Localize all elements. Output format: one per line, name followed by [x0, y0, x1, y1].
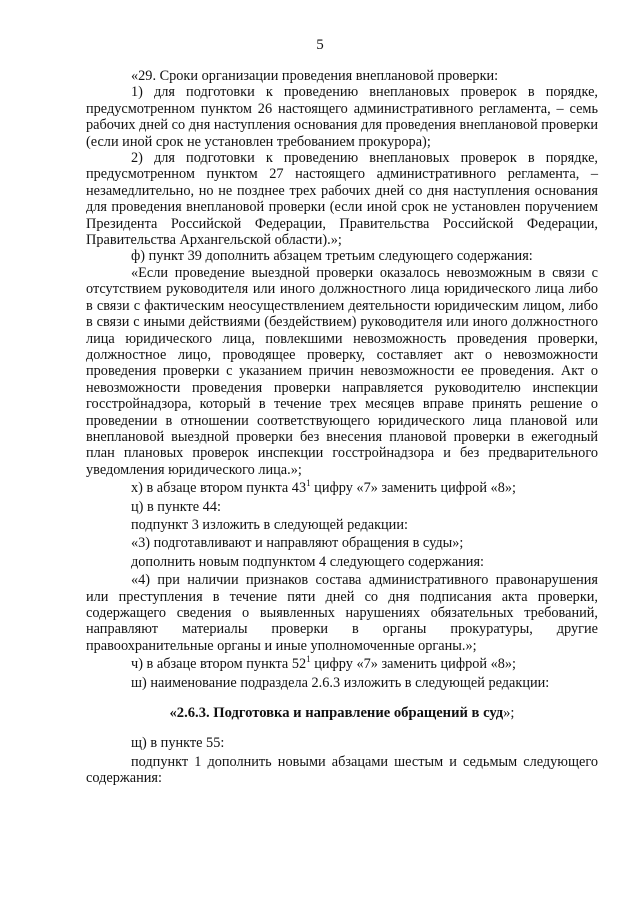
item-kh-before: х) в абзаце втором пункта 43: [131, 480, 307, 497]
paragraph-item-f-text: «Если проведение выездной проверки оказалось невозможным в связи с отсутствием руководителя или иного должностного лица юридического лица либо в связи с фактическим неосуществлением деятельности юридическим лицом, либо в связи с иными действиями (бездействием) руководителя или иного должностного лица юридического лица, повлекшими невозможность проведения проверки, должностное лицо, проводящее проверку, составляет акт о невозможности проведения проверки с указанием причин невозможности ее проведения. Акт о невозможности проведения проверки направляется руководителю инспекции госстройнадзора, который в течение трех месяцев вправе принять решение о проведении в отношении соответствующего юридического лица плановой или внеплановой выездной проверки без внесения плановой проверки в ежегодный план плановых проверок инспекции госстройнадзора и без предварительного уведомления юридического лица.»;: [86, 264, 598, 478]
item-ch-sup: 1: [306, 654, 311, 665]
section-heading-suffix: »;: [503, 705, 515, 722]
paragraph-subitem-4: «4) при наличии признаков состава административного правонарушения или преступления в течение пяти дней со дня подписания акта проверки, содержащего сведения о выявленных нарушениях обязательных требований, направляют материалы проверки в органы прокуратуры, другие правоохранительные органы и иные уполномоченные органы.»;: [86, 572, 598, 654]
item-kh-after: цифру «7» заменить цифрой «8»;: [310, 480, 516, 497]
paragraph-item-sh: ш) наименование подраздела 2.6.3 изложить в следующей редакции:: [131, 674, 550, 691]
paragraph-item-kh: [86, 480, 598, 496]
item-ch-before: ч) в абзаце втором пункта 52: [131, 656, 307, 673]
section-heading: [86, 705, 598, 721]
paragraph-item-ts: ц) в пункте 44:: [131, 498, 221, 515]
document-body: [86, 68, 598, 787]
paragraph-29-item-2: 2) для подготовки к проведению внеплановых проверок в порядке, предусмотренном пунктом 27 настоящего административного регламента, – незамедлительно, но не позднее трех рабочих дней со дня наступления основания для проведения внеплановой проверки (если иной срок не установлен поручением Президента Российской Федерации, Правительства Российской Федерации, Правительства Архангельской области).»;: [86, 150, 598, 249]
paragraph-subitem-3-intro: подпункт 3 изложить в следующей редакции:: [131, 516, 408, 533]
paragraph-item-ch: [86, 656, 598, 672]
item-kh-sup: 1: [306, 478, 311, 489]
paragraph-29-item-1: 1) для подготовки к проведению внеплановых проверок в порядке, предусмотренном пунктом 26 настоящего административного регламента, – семь рабочих дней со дня наступления основания для проведения внеплановой проверки (если иной срок не установлен требованием прокурора);: [86, 84, 598, 150]
page-number: 5: [316, 37, 324, 53]
paragraph-subitem-3: «3) подготавливают и направляют обращения в суды»;: [131, 535, 464, 552]
paragraph-29-title: «29. Сроки организации проведения внеплановой проверки:: [131, 68, 499, 84]
section-heading-text: «2.6.3. Подготовка и направление обращений в суд: [169, 705, 504, 722]
paragraph-subitem-1: подпункт 1 дополнить новыми абзацами шестым и седьмым следующего содержания:: [86, 753, 598, 787]
item-ch-after: цифру «7» заменить цифрой «8»;: [310, 656, 517, 673]
paragraph-item-shch: щ) в пункте 55:: [131, 735, 225, 752]
paragraph-subitem-4-intro: дополнить новым подпунктом 4 следующего содержания:: [131, 553, 484, 570]
paragraph-item-f: ф) пункт 39 дополнить абзацем третьим следующего содержания:: [131, 248, 533, 265]
